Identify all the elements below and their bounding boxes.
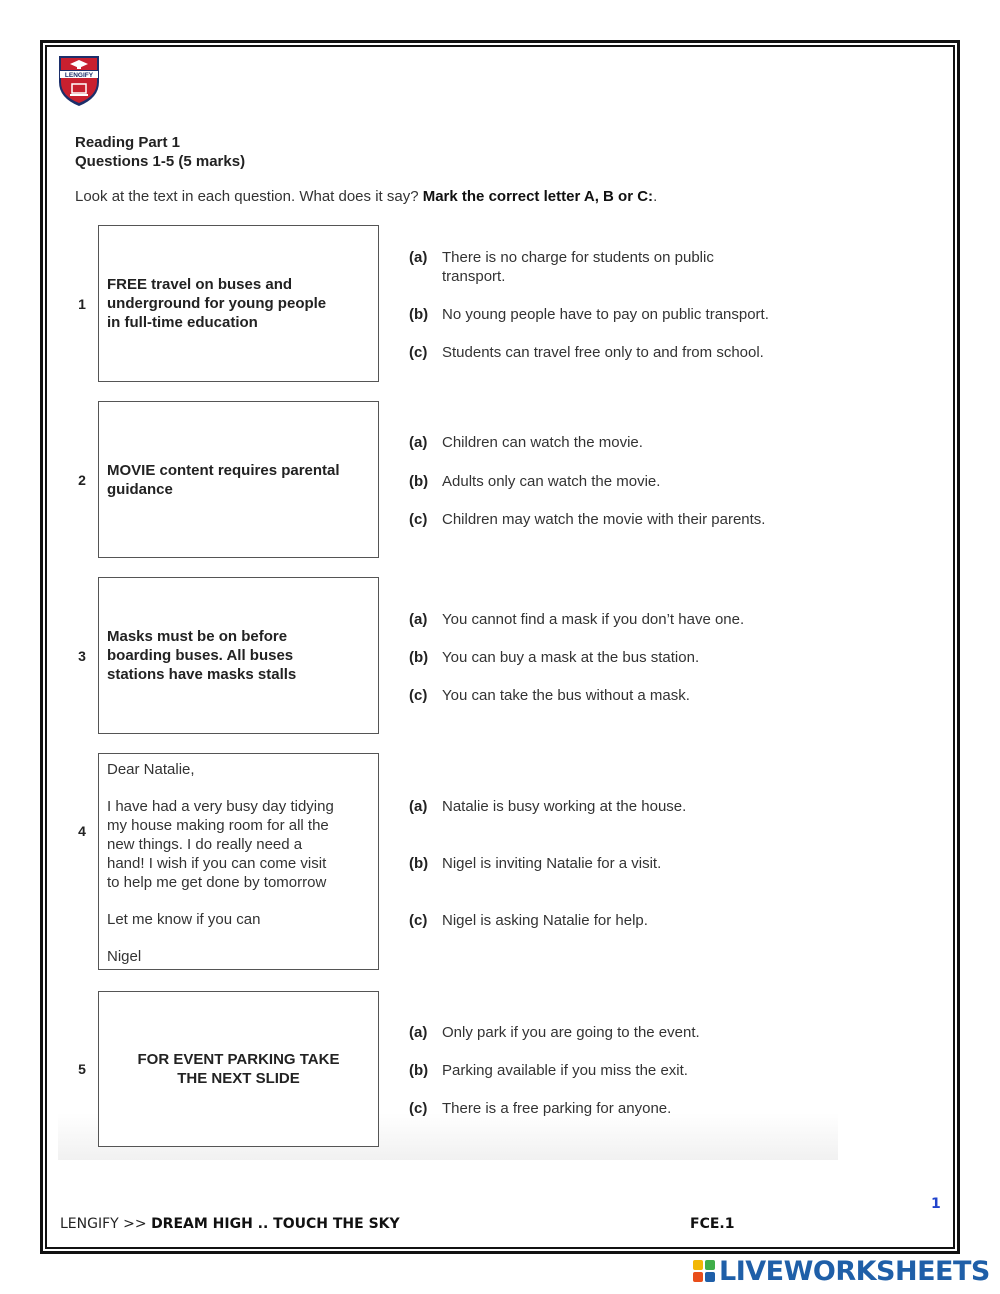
option-text: You can buy a mask at the bus station.: [442, 649, 700, 666]
section-heading: [75, 133, 245, 171]
option-letter: (a): [409, 434, 428, 451]
option-text: There is no charge for students on public transport.: [442, 249, 714, 285]
footer-brand-name: LENGIFY >>: [60, 1216, 152, 1232]
notice-line: in full-time education: [107, 314, 258, 331]
option-letter: (a): [409, 798, 428, 815]
liveworksheets-watermark: [692, 1256, 990, 1286]
notice-box: [98, 401, 379, 558]
heading-title: Reading Part 1: [75, 134, 181, 151]
option-letter: (c): [409, 912, 428, 929]
option-c[interactable]: [409, 911, 829, 930]
letter-signature: Nigel: [107, 948, 142, 965]
option-a[interactable]: [409, 797, 829, 816]
logo-text: LENGIFY: [64, 72, 94, 79]
notice-line: underground for young people: [107, 295, 327, 312]
option-letter: (b): [409, 473, 429, 490]
option-text: Natalie is busy working at the house.: [442, 798, 687, 815]
option-b[interactable]: [409, 854, 829, 873]
instruction-plain: Look at the text in each question. What does it say?: [75, 188, 423, 205]
notice-box: [98, 991, 379, 1147]
option-b[interactable]: [409, 305, 829, 324]
letter-greeting: Dear Natalie,: [107, 761, 195, 778]
instruction-text: [75, 188, 657, 205]
notice-line: boarding buses. All buses: [107, 647, 294, 664]
notice-text: [99, 461, 350, 499]
notice-line: stations have masks stalls: [107, 666, 297, 683]
letter-line: to help me get done by tomorrow: [107, 874, 327, 891]
question-number: 3: [78, 648, 86, 664]
option-c[interactable]: [409, 686, 829, 705]
question-number: 5: [78, 1061, 86, 1077]
option-c[interactable]: [409, 510, 829, 529]
option-a[interactable]: [409, 610, 829, 629]
option-text: Adults only can watch the movie.: [442, 473, 661, 490]
option-letter: (b): [409, 855, 429, 872]
instruction-tail: .: [653, 188, 658, 205]
liveworksheets-text: LIVEWORKSHEETS: [719, 1255, 990, 1287]
notice-line: FOR EVENT PARKING TAKE: [137, 1051, 340, 1068]
notice-line: FREE travel on buses and: [107, 276, 293, 293]
option-text: Children can watch the movie.: [442, 434, 643, 451]
notice-line: guidance: [107, 480, 173, 498]
notice-box: [98, 577, 379, 734]
letter-box: [98, 753, 379, 970]
option-letter: (a): [409, 1024, 428, 1041]
notice-box: [98, 225, 379, 382]
option-a[interactable]: [409, 248, 829, 286]
notice-line: MOVIE content requires parental: [107, 461, 340, 479]
letter-line: my house making room for all the: [107, 817, 329, 834]
option-b[interactable]: [409, 648, 829, 667]
lengify-logo: [55, 52, 103, 108]
option-letter: (a): [409, 249, 428, 266]
option-a[interactable]: [409, 1023, 829, 1042]
option-text: Children may watch the movie with their parents.: [442, 511, 766, 528]
footer-slogan: DREAM HIGH .. TOUCH THE SKY: [151, 1216, 400, 1232]
letter-line: new things. I do really need a: [107, 836, 303, 853]
notice-text: [99, 1050, 378, 1088]
notice-text: [99, 627, 306, 684]
liveworksheets-icon: [692, 1259, 716, 1283]
question-number: 4: [78, 823, 86, 839]
option-a[interactable]: [409, 433, 829, 452]
question-number: 2: [78, 472, 86, 488]
option-c[interactable]: [409, 1099, 829, 1118]
footer-code: FCE.1: [690, 1216, 735, 1232]
option-letter: (c): [409, 687, 428, 704]
option-text: Nigel is inviting Natalie for a visit.: [442, 855, 662, 872]
notice-text: [99, 275, 336, 332]
letter-closing: Let me know if you can: [107, 911, 261, 928]
option-text: Nigel is asking Natalie for help.: [442, 912, 648, 929]
letter-body: [107, 797, 370, 892]
option-b[interactable]: [409, 472, 829, 491]
option-b[interactable]: [409, 1061, 829, 1080]
option-text: Parking available if you miss the exit.: [442, 1062, 688, 1079]
option-text: You can take the bus without a mask.: [442, 687, 690, 704]
footer-brand: [60, 1216, 400, 1232]
question-number: 1: [78, 296, 86, 312]
option-text: There is a free parking for anyone.: [442, 1100, 672, 1117]
option-text: You cannot find a mask if you don’t have one.: [442, 611, 745, 628]
heading-subtitle: Questions 1-5 (5 marks): [75, 153, 246, 170]
option-text: No young people have to pay on public transport.: [442, 306, 769, 323]
letter-line: hand! I wish if you can come visit: [107, 855, 327, 872]
option-letter: (c): [409, 511, 428, 528]
option-letter: (c): [409, 344, 428, 361]
page-number: 1: [931, 1196, 941, 1212]
instruction-bold: Mark the correct letter A, B or C:: [422, 188, 654, 205]
option-letter: (a): [409, 611, 428, 628]
option-letter: (c): [409, 1100, 428, 1117]
notice-line: THE NEXT SLIDE: [177, 1070, 300, 1087]
notice-line: Masks must be on before: [107, 628, 288, 645]
option-letter: (b): [409, 306, 429, 323]
option-text: Students can travel free only to and from school.: [442, 344, 764, 361]
option-letter: (b): [409, 1062, 429, 1079]
option-c[interactable]: [409, 343, 829, 362]
option-text: Only park if you are going to the event.: [442, 1024, 700, 1041]
letter-line: I have had a very busy day tidying: [107, 798, 334, 815]
option-letter: (b): [409, 649, 429, 666]
